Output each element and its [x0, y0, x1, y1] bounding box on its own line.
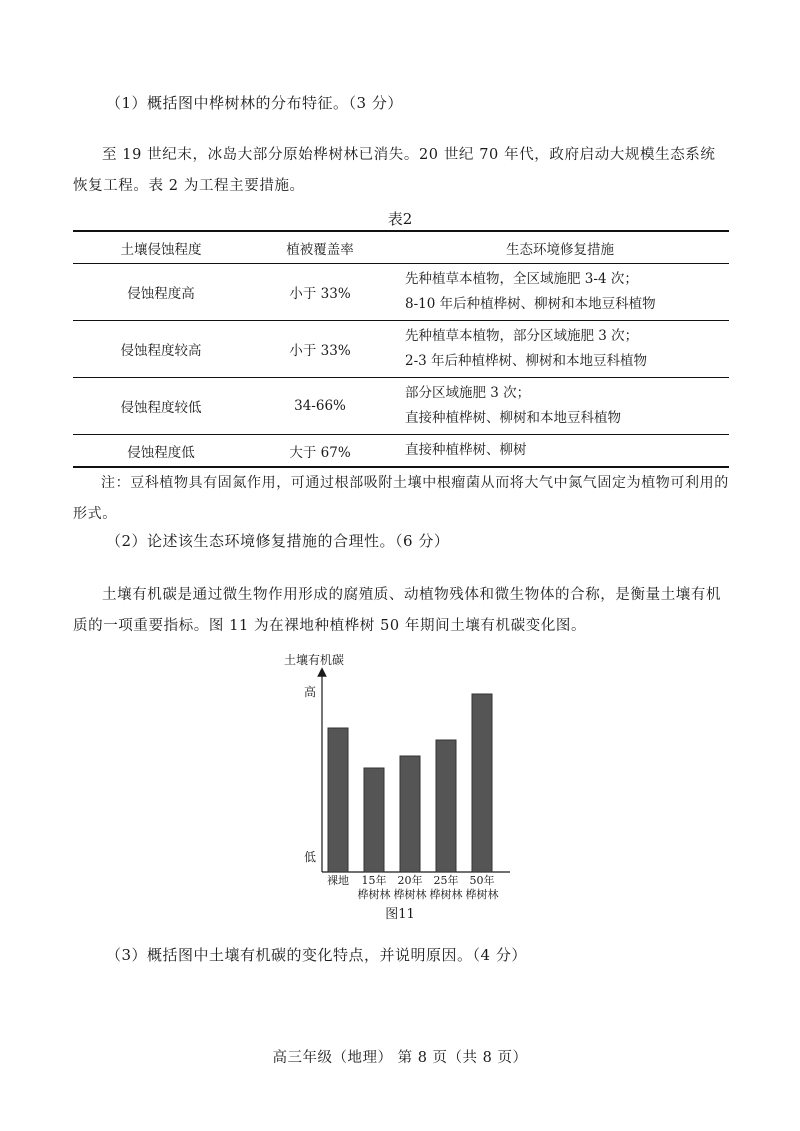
y-low-label: 低	[303, 850, 317, 864]
x-tick-label: 15年	[361, 874, 387, 887]
measure-line: 直接种植桦树、柳树和本地豆科植物	[405, 410, 621, 426]
x-tick-label-sub: 桦树林	[429, 888, 463, 901]
erosion-cell: 侵蚀程度较高	[73, 321, 249, 378]
table-row	[73, 321, 729, 378]
y-high-label: 高	[303, 685, 317, 699]
table-row	[73, 378, 729, 435]
bar-4	[472, 694, 492, 872]
x-tick-label-sub: 桦树林	[357, 888, 391, 901]
coverage-cell: 小于 33%	[249, 264, 391, 321]
measure-line: 先种植草本植物，部分区域施肥 3 次；	[405, 328, 639, 344]
page-footer: 高三年级（地理） 第 8 页（共 8 页）	[272, 1050, 528, 1066]
measure-line: 8-10 年后种植桦树、柳树和本地豆科植物	[405, 296, 656, 312]
measure-line: 直接种植桦树、柳树	[405, 442, 527, 458]
erosion-cell: 侵蚀程度低	[73, 435, 249, 468]
bar-1	[364, 768, 384, 872]
measure-cell	[391, 264, 729, 321]
question-2: （2）论述该生态环境修复措施的合理性。（6 分）	[106, 532, 450, 550]
measures-table	[73, 230, 729, 468]
measure-line: 部分区域施肥 3 次；	[405, 385, 531, 401]
intro-paragraph: 至 19 世纪末，冰岛大部分原始桦树林已消失。20 世纪 70 年代，政府启动大规模生态系统恢复工程。表 2 为工程主要措施。	[73, 147, 716, 194]
x-tick-label: 裸地	[327, 874, 349, 887]
measure-cell	[391, 435, 729, 468]
bar-3	[436, 740, 456, 872]
erosion-cell: 侵蚀程度高	[73, 264, 249, 321]
measure-cell	[391, 378, 729, 435]
coverage-cell: 34-66%	[249, 378, 391, 435]
chart-title: 图11	[385, 907, 415, 922]
header-erosion: 土壤侵蚀程度	[73, 231, 249, 264]
x-tick-label: 25年	[433, 874, 459, 887]
x-tick-label-sub: 桦树林	[465, 888, 499, 901]
soil-carbon-chart	[280, 648, 520, 926]
bar-0	[328, 728, 348, 872]
coverage-cell: 小于 33%	[249, 321, 391, 378]
header-measures: 生态环境修复措施	[391, 231, 729, 264]
x-tick-label: 20年	[397, 874, 423, 887]
table-header-row	[73, 231, 729, 264]
carbon-paragraph: 土壤有机碳是通过微生物作用形成的腐殖质、动植物残体和微生物体的合称，是衡量土壤有机质的一项重要指标。图 11 为在裸地种植桦树 50 年期间土壤有机碳变化图。	[73, 587, 722, 634]
bar-2	[400, 756, 420, 872]
coverage-cell: 大于 67%	[249, 435, 391, 468]
x-tick-label: 50年	[469, 874, 495, 887]
table-row	[73, 435, 729, 468]
table-caption: 表2	[387, 210, 413, 228]
measure-line: 2-3 年后种植桦树、柳树和本地豆科植物	[405, 353, 648, 369]
measure-line: 先种植草本植物，全区域施肥 3-4 次；	[405, 271, 638, 287]
measure-cell	[391, 321, 729, 378]
erosion-cell: 侵蚀程度较低	[73, 378, 249, 435]
question-1: （1）概括图中桦树林的分布特征。（3 分）	[106, 94, 403, 112]
table-row	[73, 264, 729, 321]
x-tick-label-sub: 桦树林	[393, 888, 427, 901]
question-3: （3）概括图中土壤有机碳的变化特点，并说明原因。（4 分）	[106, 946, 527, 964]
y-axis-label: 土壤有机碳	[284, 653, 345, 667]
header-coverage: 植被覆盖率	[249, 231, 391, 264]
table-note: 注：豆科植物具有固氮作用，可通过根部吸附土壤中根瘤菌从而将大气中氮气固定为植物可利用的形式。	[73, 475, 729, 522]
